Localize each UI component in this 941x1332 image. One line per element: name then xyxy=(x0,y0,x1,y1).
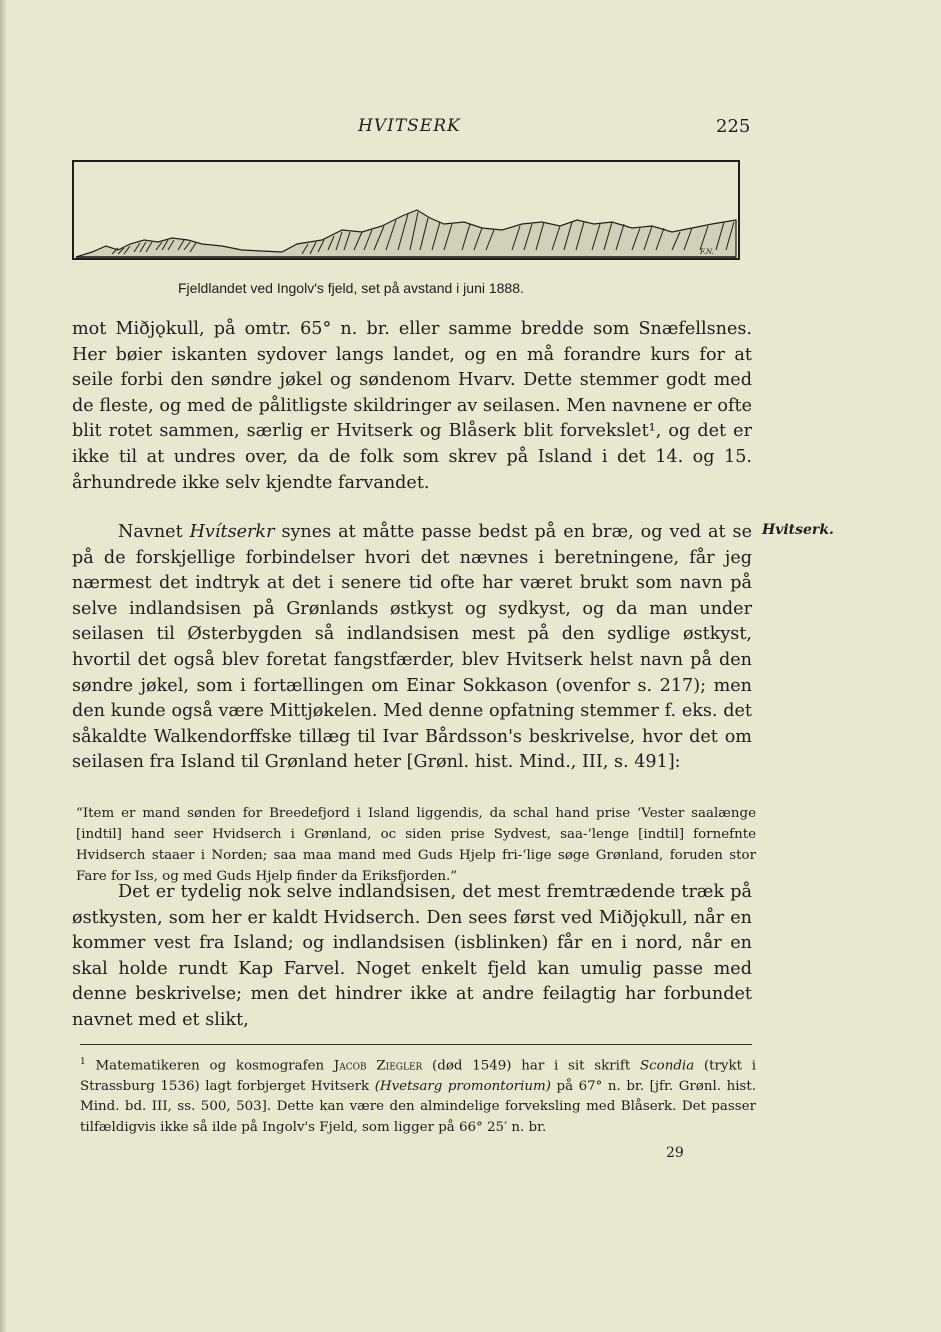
paragraph-1 xyxy=(72,317,752,496)
footnote-part4: på 67° n. br. [jfr. Grønl. hist. Mind. bd. III, ss. 500, 503]. Dette kan være den almindelige forveksling med Blåserk. Det passer tilfældigvis ikke så ilde på Ingolv's Fjeld, som ligger på 66° 25′ n. br. xyxy=(80,1078,756,1135)
footnote-part2: (død 1549) har i sit skrift xyxy=(422,1058,640,1074)
mountain-silhouette xyxy=(76,210,736,257)
paragraph-3-text: Det er tydelig nok selve indlandsisen, det mest fremtrædende træk på østkysten, som her er kaldt Hvidserch. Den sees først ved Miðjǫkull, når en kommer vest fra Island; og indlandsisen (isblinken) får en i nord, når en skal holde rundt Kap Farvel. Noget enkelt fjeld kan umulig passe med denne beskrivelse; men det hindrer ikke at andre feilagtig har forbundet navnet med et slikt, xyxy=(72,882,752,1030)
footnote-part1: Matematikeren og kosmografen xyxy=(85,1058,334,1074)
signature-mark: 29 xyxy=(666,1145,684,1161)
margin-note: Hvitserk. xyxy=(762,522,834,538)
footnote-marker: 1 xyxy=(80,1057,86,1067)
footnote xyxy=(80,1052,756,1138)
page-number: 225 xyxy=(716,116,751,137)
footnote-work: Scondia xyxy=(639,1058,695,1074)
artist-initials: F.N. xyxy=(700,248,714,256)
footnote-rule xyxy=(80,1044,752,1045)
block-quote: “Item er mand sønden for Breedefjord i Island liggendis, da schal hand prise ‘Vester saalænge [indtil] hand seer Hvidserch i Grønland, oc siden prise Sydvest, saa-‘lenge [indtil] fornefnte Hvidserch staaer i Norden; saa maa mand med Guds Hjelp fri-‘lige søge Grønland, foruden stor Fare for Iss, og med Guds Hjelp finder da Eriksfjorden.” xyxy=(76,806,756,884)
figure-caption: Fjeldlandet ved Ingolv's fjeld, set på avstand i juni 1888. xyxy=(178,280,524,296)
page-edge xyxy=(0,0,6,1332)
running-head: HVITSERK xyxy=(358,116,461,136)
mountain-illustration xyxy=(72,160,740,264)
footnote-latin: (Hvetsarg promontorium) xyxy=(374,1078,551,1094)
footnote-author: Jacob Ziegler xyxy=(333,1058,423,1074)
paragraph-2-before: Navnet xyxy=(118,522,190,542)
paragraph-2-italic: Hvítserkr xyxy=(189,522,275,542)
paragraph-3 xyxy=(72,880,752,1034)
footnote-part3: (trykt i Strassburg 1536) lagt forbjerget Hvitserk xyxy=(80,1058,756,1094)
paragraph-2-after: synes at måtte passe bedst på en bræ, og ved at se på de forskjellige forbindelser hvori det nævnes i beretningene, får jeg nærmest det indtryk at det i senere tid ofte har været brukt som navn på selve indlandsisen på Grønlands østkyst og sydkyst, og da man under seilasen til Østerbygden så indlandsisen mest på den sydlige østkyst, hvortil det også blev foretat fangstfærder, blev Hvitserk helst navn på den søndre jøkel, som i fortællingen om Einar Sokkason (ovenfor s. 217); men den kunde også være Mittjøkelen. Med denne opfatning stemmer f. eks. det såkaldte Walkendorffske tillæg til Ivar Bårdsson's beskrivelse, hvor det om seilasen fra Island til Grønland heter [Grønl. hist. Mind., III, s. 491]: xyxy=(72,522,752,773)
paragraph-2-text xyxy=(72,520,752,776)
paragraph-1-text: mot Miðjǫkull, på omtr. 65° n. br. eller samme bredde som Snæfellsnes. Her bøier iskanten sydover langs landet, og en må forandre kurs for at seile forbi den søndre jøkel og søndenom Hvarv. Dette stemmer godt med de fleste, og med de pålitligste skildringer av seilasen. Men navnene er ofte blit rotet sammen, særlig er Hvitserk og Blåserk blit forvekslet¹, og det er ikke til at undres over, da de folk som skrev på Island i det 14. og 15. århundrede ikke selv kjendte farvandet. xyxy=(72,319,752,493)
paragraph-2 xyxy=(72,520,752,776)
